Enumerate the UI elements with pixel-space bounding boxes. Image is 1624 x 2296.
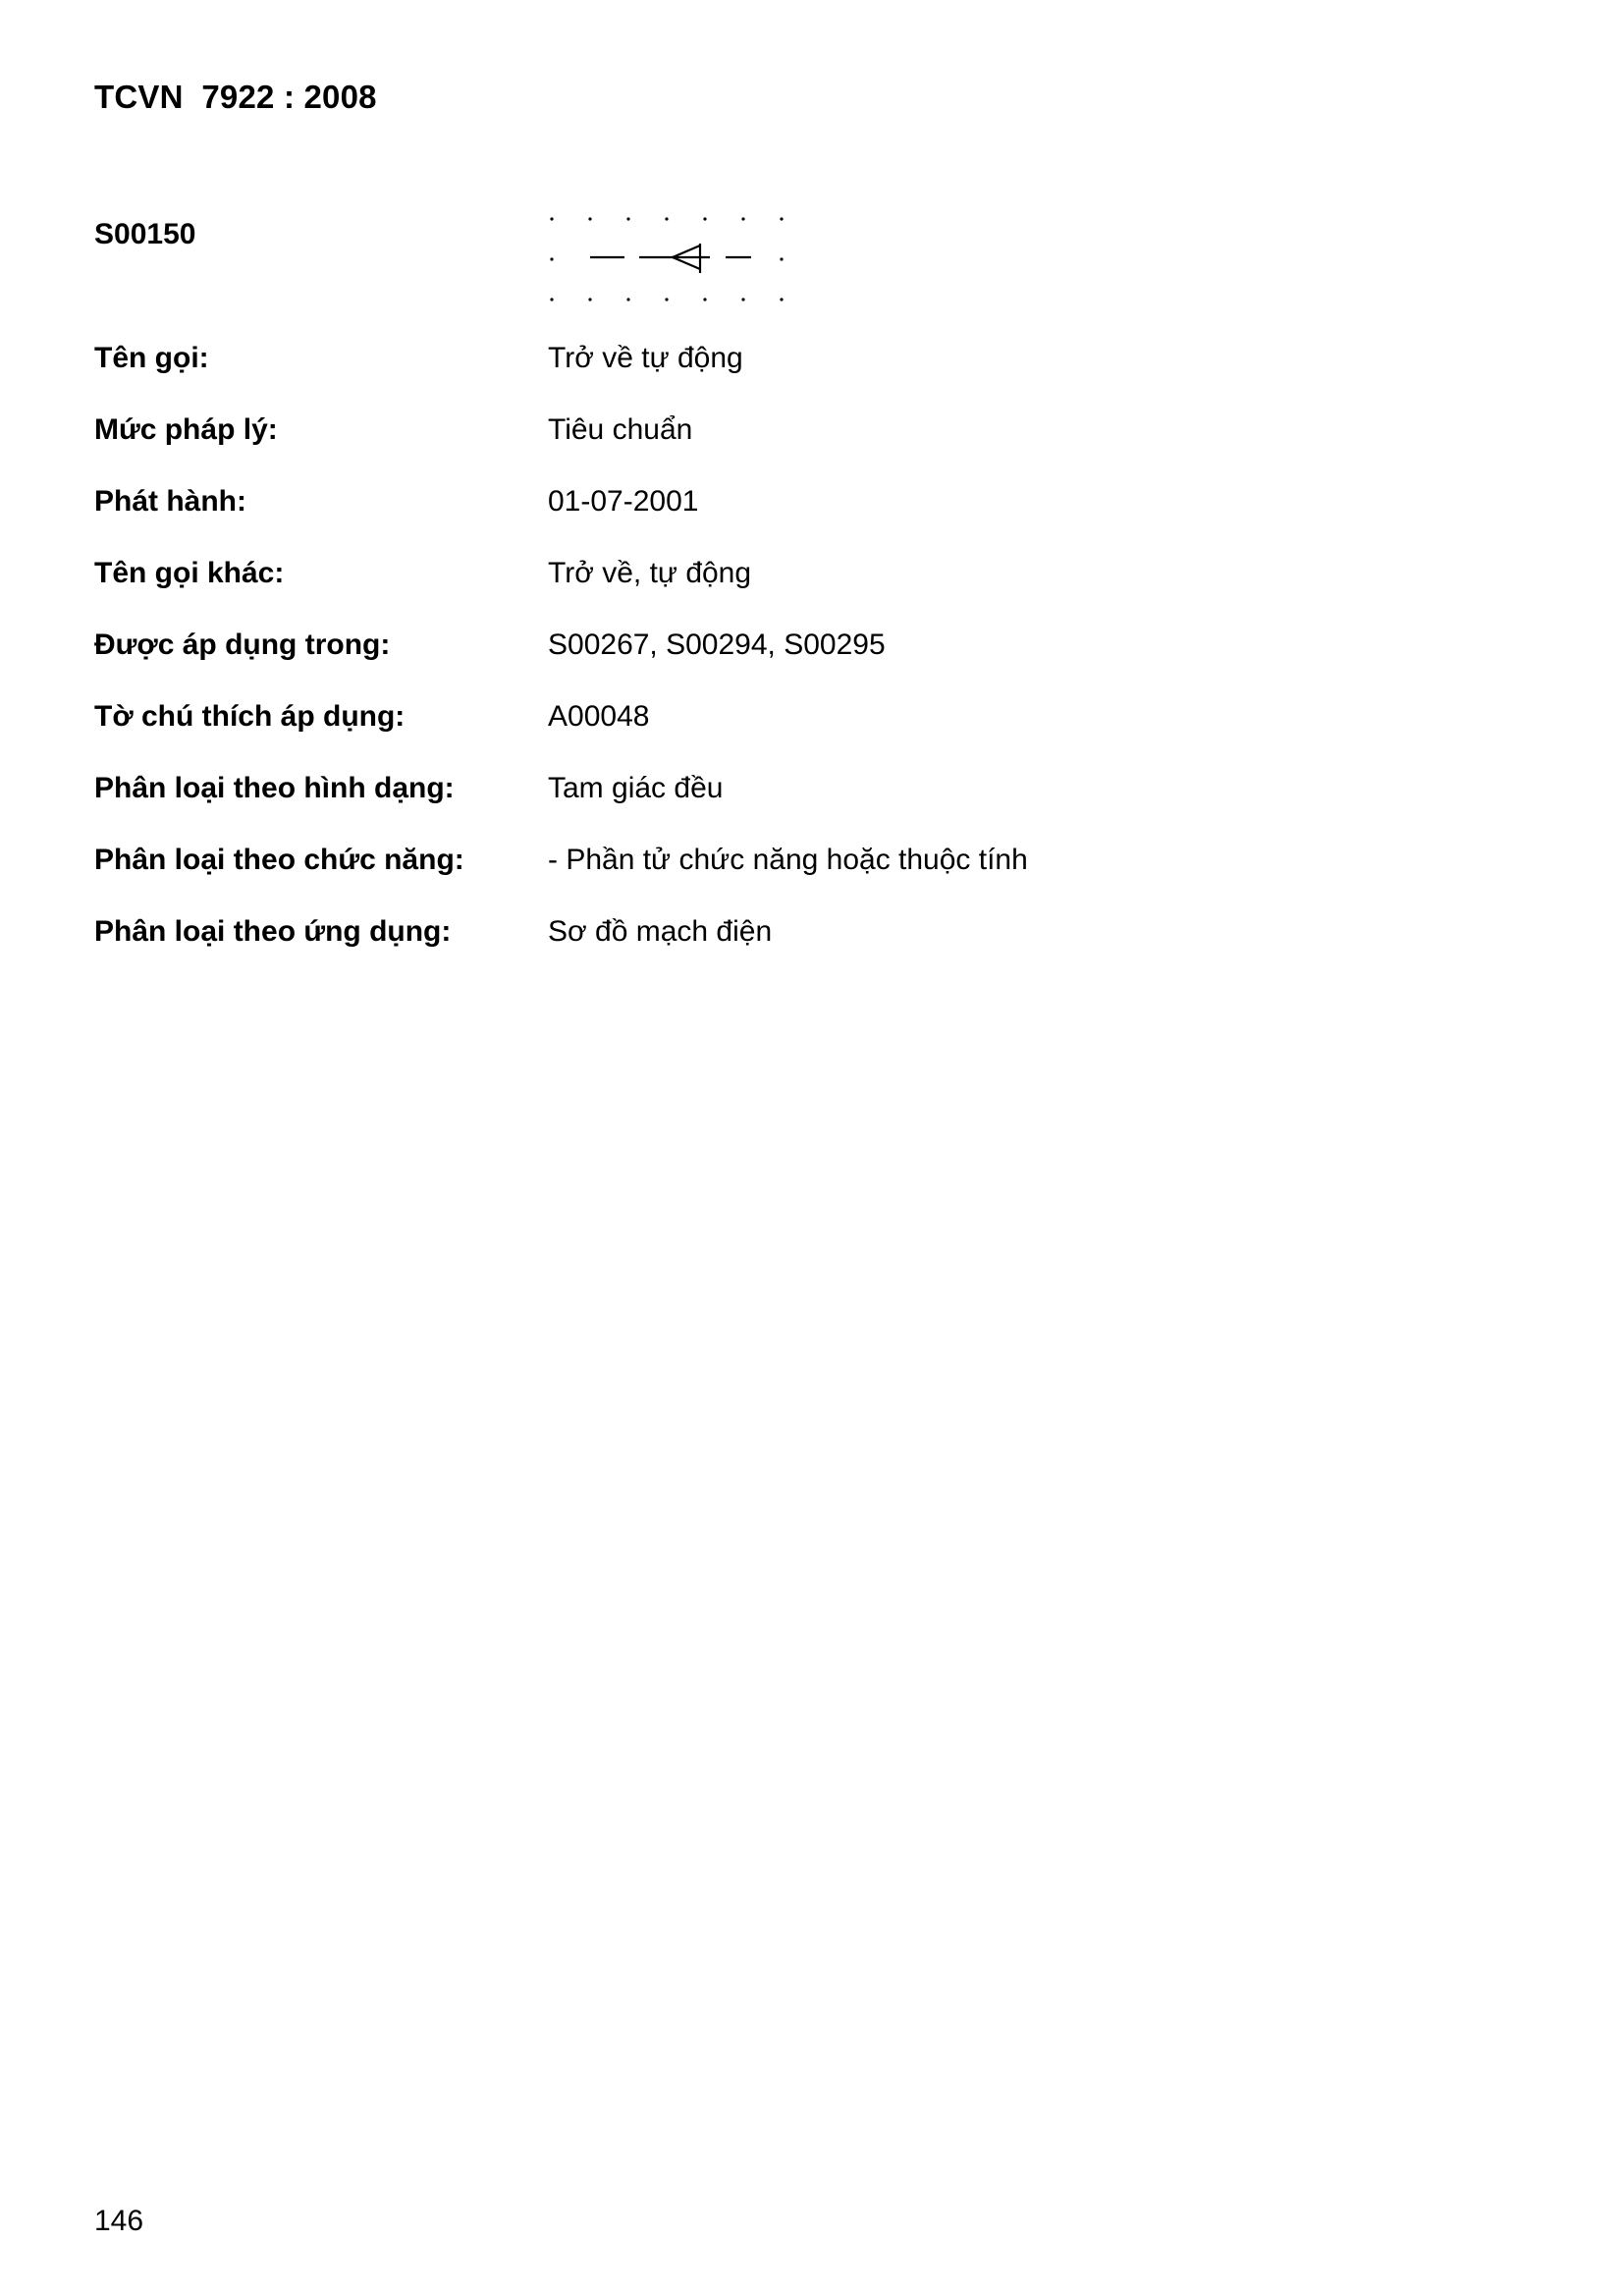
field-label: Phân loại theo ứng dụng: <box>94 915 452 948</box>
field-label: Phát hành: <box>94 485 246 518</box>
field-value: 01-07-2001 <box>548 485 699 518</box>
field-label: Mức pháp lý: <box>94 413 278 446</box>
document-standard-title: TCVN 7922 : 2008 <box>94 79 377 115</box>
field-row-other-name <box>94 557 1469 596</box>
field-row-shape-class <box>94 772 1469 811</box>
field-label: Tên gọi khác: <box>94 557 285 589</box>
field-value: - Phần tử chức năng hoặc thuộc tính <box>548 844 1028 876</box>
auto-return-symbol-icon <box>543 208 808 306</box>
grid-dots-top-row <box>550 217 783 220</box>
field-value: Trở về tự động <box>548 342 743 374</box>
field-label: Được áp dụng trong: <box>94 629 391 661</box>
field-label: Tờ chú thích áp dụng: <box>94 700 406 733</box>
field-value: S00267, S00294, S00295 <box>548 629 886 661</box>
field-row-legal-level <box>94 413 1469 453</box>
symbol-code: S00150 <box>94 218 196 250</box>
field-row-annotation-sheet <box>94 700 1469 739</box>
field-value: Trở về, tự động <box>548 557 752 589</box>
field-value: Sơ đồ mạch điện <box>548 915 773 948</box>
field-row-application-class <box>94 915 1469 955</box>
field-value: Tiêu chuẩn <box>548 413 693 446</box>
field-row-applied-in <box>94 629 1469 668</box>
field-row-name <box>94 342 1469 381</box>
field-label: Phân loại theo hình dạng: <box>94 772 455 804</box>
grid-dots-bottom-row <box>550 298 783 301</box>
page-number: 146 <box>94 2205 144 2237</box>
field-label: Phân loại theo chức năng: <box>94 844 464 876</box>
field-label: Tên gọi: <box>94 342 209 374</box>
field-row-function-class <box>94 844 1469 883</box>
field-row-issued <box>94 485 1469 524</box>
field-value: Tam giác đều <box>548 772 724 804</box>
field-value: A00048 <box>548 700 650 733</box>
